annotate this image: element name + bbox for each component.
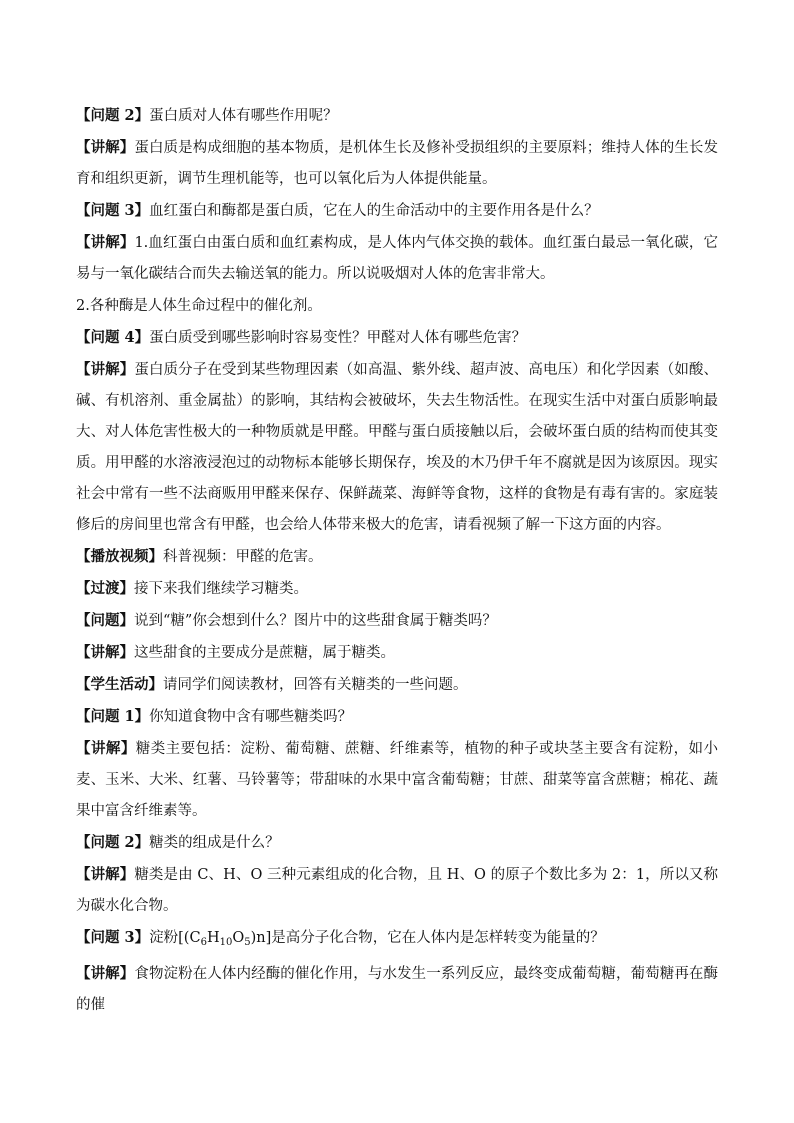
para-starch-question [76,922,718,958]
para-text: 糖类的组成是什么？ [149,835,280,851]
para-text: 蛋白质对人体有哪些作用呢？ [149,108,338,124]
para-text: 接下来我们继续学习糖类。 [134,581,308,597]
formula-sub-o: 5 [244,937,251,948]
formula-pre: 淀粉[(C [149,930,201,946]
para-7 [76,354,718,541]
para-4 [76,227,718,290]
para-tag: 【问题 3】 [76,202,150,219]
formula-sub-h: 10 [219,937,233,948]
para-tag: 【问题 2】 [76,834,150,851]
para-tag: 【讲解】 [76,644,134,661]
para-text: 科普视频：甲醛的危害。 [163,549,323,565]
para-tag: 【讲解】 [76,234,135,251]
formula-o: O [232,930,245,946]
para-text: 蛋白质是构成细胞的基本物质，是机体生长及修补受损组织的主要原料；维持人体的生长发育和组织更新，调节生理机能等，也可以氧化后为人体提供能量。 [76,140,718,187]
para-text: 血红蛋白和酶都是蛋白质，它在人的生命活动中的主要作用各是什么？ [149,203,599,219]
para-15 [76,827,718,859]
para-tag: 【讲解】 [76,740,136,757]
para-text: 这些甜食的主要成分是蔗糖，属于糖类。 [134,645,395,661]
para-text: 1.血红蛋白由蛋白质和血红素构成，是人体内气体交换的载体。血红蛋白最忌一氧化碳，它易与一氧化碳结合而失去输送氧的能力。所以说吸烟对人体的危害非常大。 [76,235,718,282]
para-tag: 【问题 3】 [76,929,150,946]
para-text: 请同学们阅读教材，回答有关糖类的一些问题。 [163,677,468,693]
para-last [76,958,718,1021]
para-text: 食物淀粉在人体内经酶的催化作用，与水发生一系列反应，最终变成葡萄糖，葡萄糖再在酶的催 [76,966,718,1013]
para-tag: 【问题】 [76,612,134,629]
para-3 [76,195,718,227]
para-11 [76,637,718,669]
para-10 [76,605,718,637]
para-tag: 【问题 2】 [76,107,150,124]
para-text: 你知道食物中含有哪些糖类吗？ [149,709,353,725]
para-tag: 【讲解】 [76,965,135,982]
para-13 [76,701,718,733]
para-14 [76,733,718,827]
document-page [76,100,718,1021]
para-tag: 【讲解】 [76,361,135,378]
formula-post: )n]是高分子化合物，它在人体内是怎样转变为能量的？ [250,930,605,946]
para-text: 2.各种酶是人体生命过程中的催化剂。 [76,298,322,314]
para-tag: 【学生活动】 [76,676,163,693]
para-16 [76,859,718,922]
formula-h: H [206,930,220,946]
formula-sub-c: 6 [200,937,207,948]
para-text: 糖类是由 C、H、O 三种元素组成的化合物，且 H、O 的原子个数比多为 2：1，所以又称为碳水化合物。 [76,867,719,914]
para-text: 说到“糖”你会想到什么？图片中的这些甜食属于糖类吗？ [134,613,497,629]
para-tag: 【播放视频】 [76,548,163,565]
para-9 [76,573,718,605]
para-tag: 【讲解】 [76,139,135,156]
para-tag: 【讲解】 [76,866,135,883]
para-12 [76,669,718,701]
para-5 [76,290,718,322]
para-text: 蛋白质受到哪些影响时容易变性？甲醛对人体有哪些危害？ [149,330,527,346]
para-tag: 【问题 1】 [76,708,150,725]
para-6 [76,322,718,354]
para-text: 糖类主要包括：淀粉、葡萄糖、蔗糖、纤维素等，植物的种子或块茎主要含有淀粉，如小麦、玉米、大米、红薯、马铃薯等；带甜味的水果中富含葡萄糖；甘蔗、甜菜等富含蔗糖；棉花、蔬果中富含纤维素等。 [76,741,719,819]
para-tag: 【问题 4】 [76,329,150,346]
para-1 [76,100,718,132]
para-2 [76,132,718,195]
para-tag: 【过渡】 [76,580,134,597]
para-8 [76,541,718,573]
para-text: 蛋白质分子在受到某些物理因素（如高温、紫外线、超声波、高电压）和化学因素（如酸、碱、有机溶剂、重金属盐）的影响，其结构会被破坏，失去生物活性。在现实生活中对蛋白质影响最大、对人体危害性极大的一种物质就是甲醛。甲醛与蛋白质接触以后，会破坏蛋白质的结构而使其变质。用甲醛的水溶液浸泡过的动物标本能够长期保存，埃及的木乃伊千年不腐就是因为该原因。现实社会中常有一些不法商贩用甲醛来保存、保鲜蔬菜、海鲜等食物，这样的食物是有毒有害的。家庭装修后的房间里也常含有甲醛，也会给人体带来极大的危害，请看视频了解一下这方面的内容。 [76,362,718,533]
